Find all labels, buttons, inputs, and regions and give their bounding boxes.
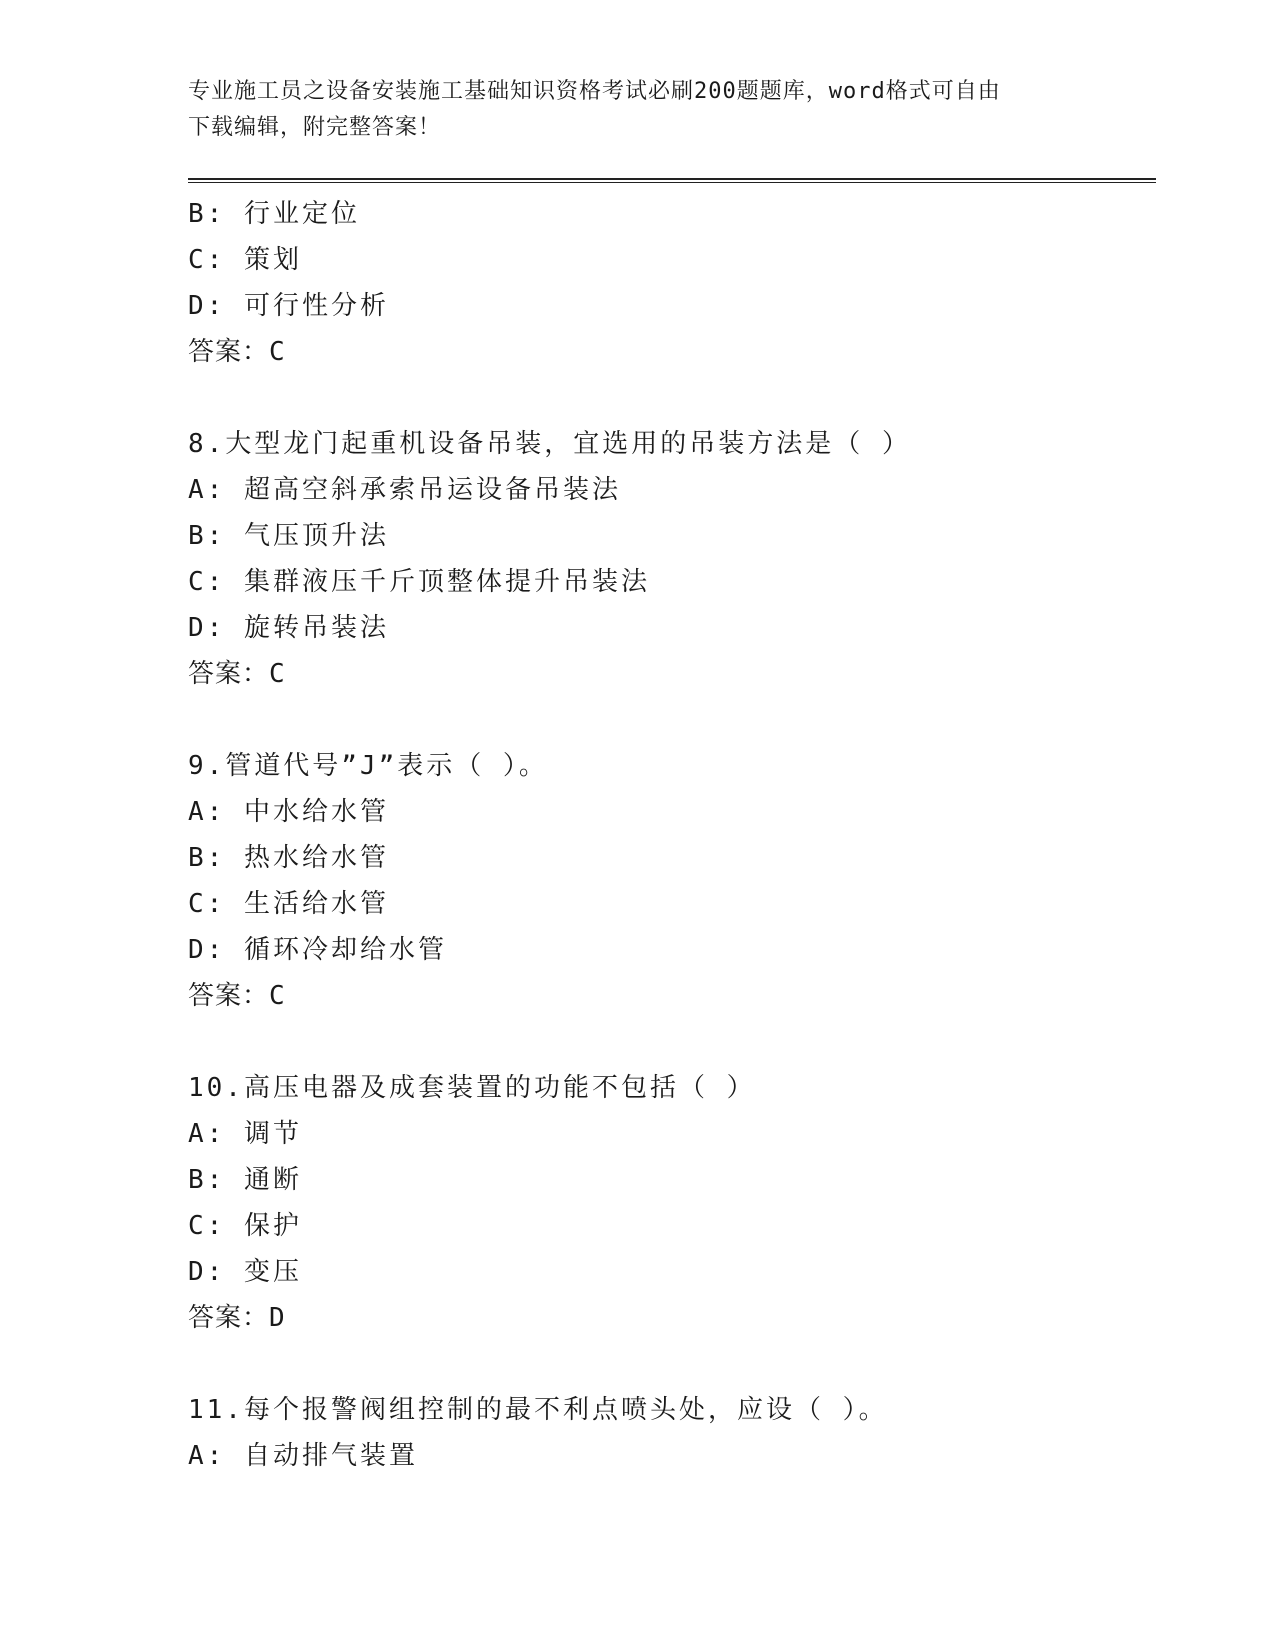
block-spacer — [188, 697, 1156, 743]
option-c: C: 保护 — [188, 1211, 302, 1241]
option-b: B: 热水给水管 — [188, 843, 389, 873]
option-d: D: 循环冷却给水管 — [188, 935, 447, 965]
option-a: A: 中水给水管 — [188, 797, 389, 827]
option-c: C: 生活给水管 — [188, 889, 389, 919]
header-divider — [188, 178, 1156, 183]
option-a: A: 调节 — [188, 1119, 302, 1149]
option-c: C: 集群液压千斤顶整体提升吊装法 — [188, 567, 650, 597]
answer-line — [188, 329, 1156, 375]
question-block — [188, 191, 1156, 375]
answer-line — [188, 1295, 1156, 1341]
answer-value: C — [269, 337, 286, 367]
question-text: 11.每个报警阀组控制的最不利点喷头处，应设（ ）。 — [188, 1395, 888, 1425]
option-b: B: 行业定位 — [188, 199, 360, 229]
answer-value: D — [269, 1303, 286, 1333]
answer-line — [188, 651, 1156, 697]
header-line-2: 下载编辑，附完整答案！ — [188, 115, 442, 140]
answer-value: C — [269, 981, 286, 1011]
question-block — [188, 743, 1156, 1019]
block-spacer — [188, 1019, 1156, 1065]
question-block — [188, 421, 1156, 697]
question-block — [188, 1065, 1156, 1341]
block-spacer — [188, 375, 1156, 421]
document-header — [188, 74, 1068, 146]
answer-label: 答案： — [188, 1303, 270, 1333]
question-block — [188, 1387, 1156, 1479]
answer-label: 答案： — [188, 981, 270, 1011]
answer-line — [188, 973, 1156, 1019]
option-a: A: 超高空斜承索吊运设备吊装法 — [188, 475, 621, 505]
question-content — [188, 191, 1156, 1479]
option-b: B: 气压顶升法 — [188, 521, 389, 551]
option-d: D: 变压 — [188, 1257, 302, 1287]
header-line-1: 专业施工员之设备安装施工基础知识资格考试必刷200题题库，word格式可自由 — [188, 79, 1001, 104]
option-c: C: 策划 — [188, 245, 302, 275]
option-b: B: 通断 — [188, 1165, 302, 1195]
answer-value: C — [269, 659, 286, 689]
option-d: D: 可行性分析 — [188, 291, 389, 321]
option-d: D: 旋转吊装法 — [188, 613, 389, 643]
question-text: 8.大型龙门起重机设备吊装，宜选用的吊装方法是（ ） — [188, 429, 911, 459]
answer-label: 答案： — [188, 659, 270, 689]
question-text: 9.管道代号”J”表示（ ）。 — [188, 751, 548, 781]
option-a: A: 自动排气装置 — [188, 1441, 418, 1471]
block-spacer — [188, 1341, 1156, 1387]
answer-label: 答案： — [188, 337, 270, 367]
question-text: 10.高压电器及成套装置的功能不包括（ ） — [188, 1073, 756, 1103]
